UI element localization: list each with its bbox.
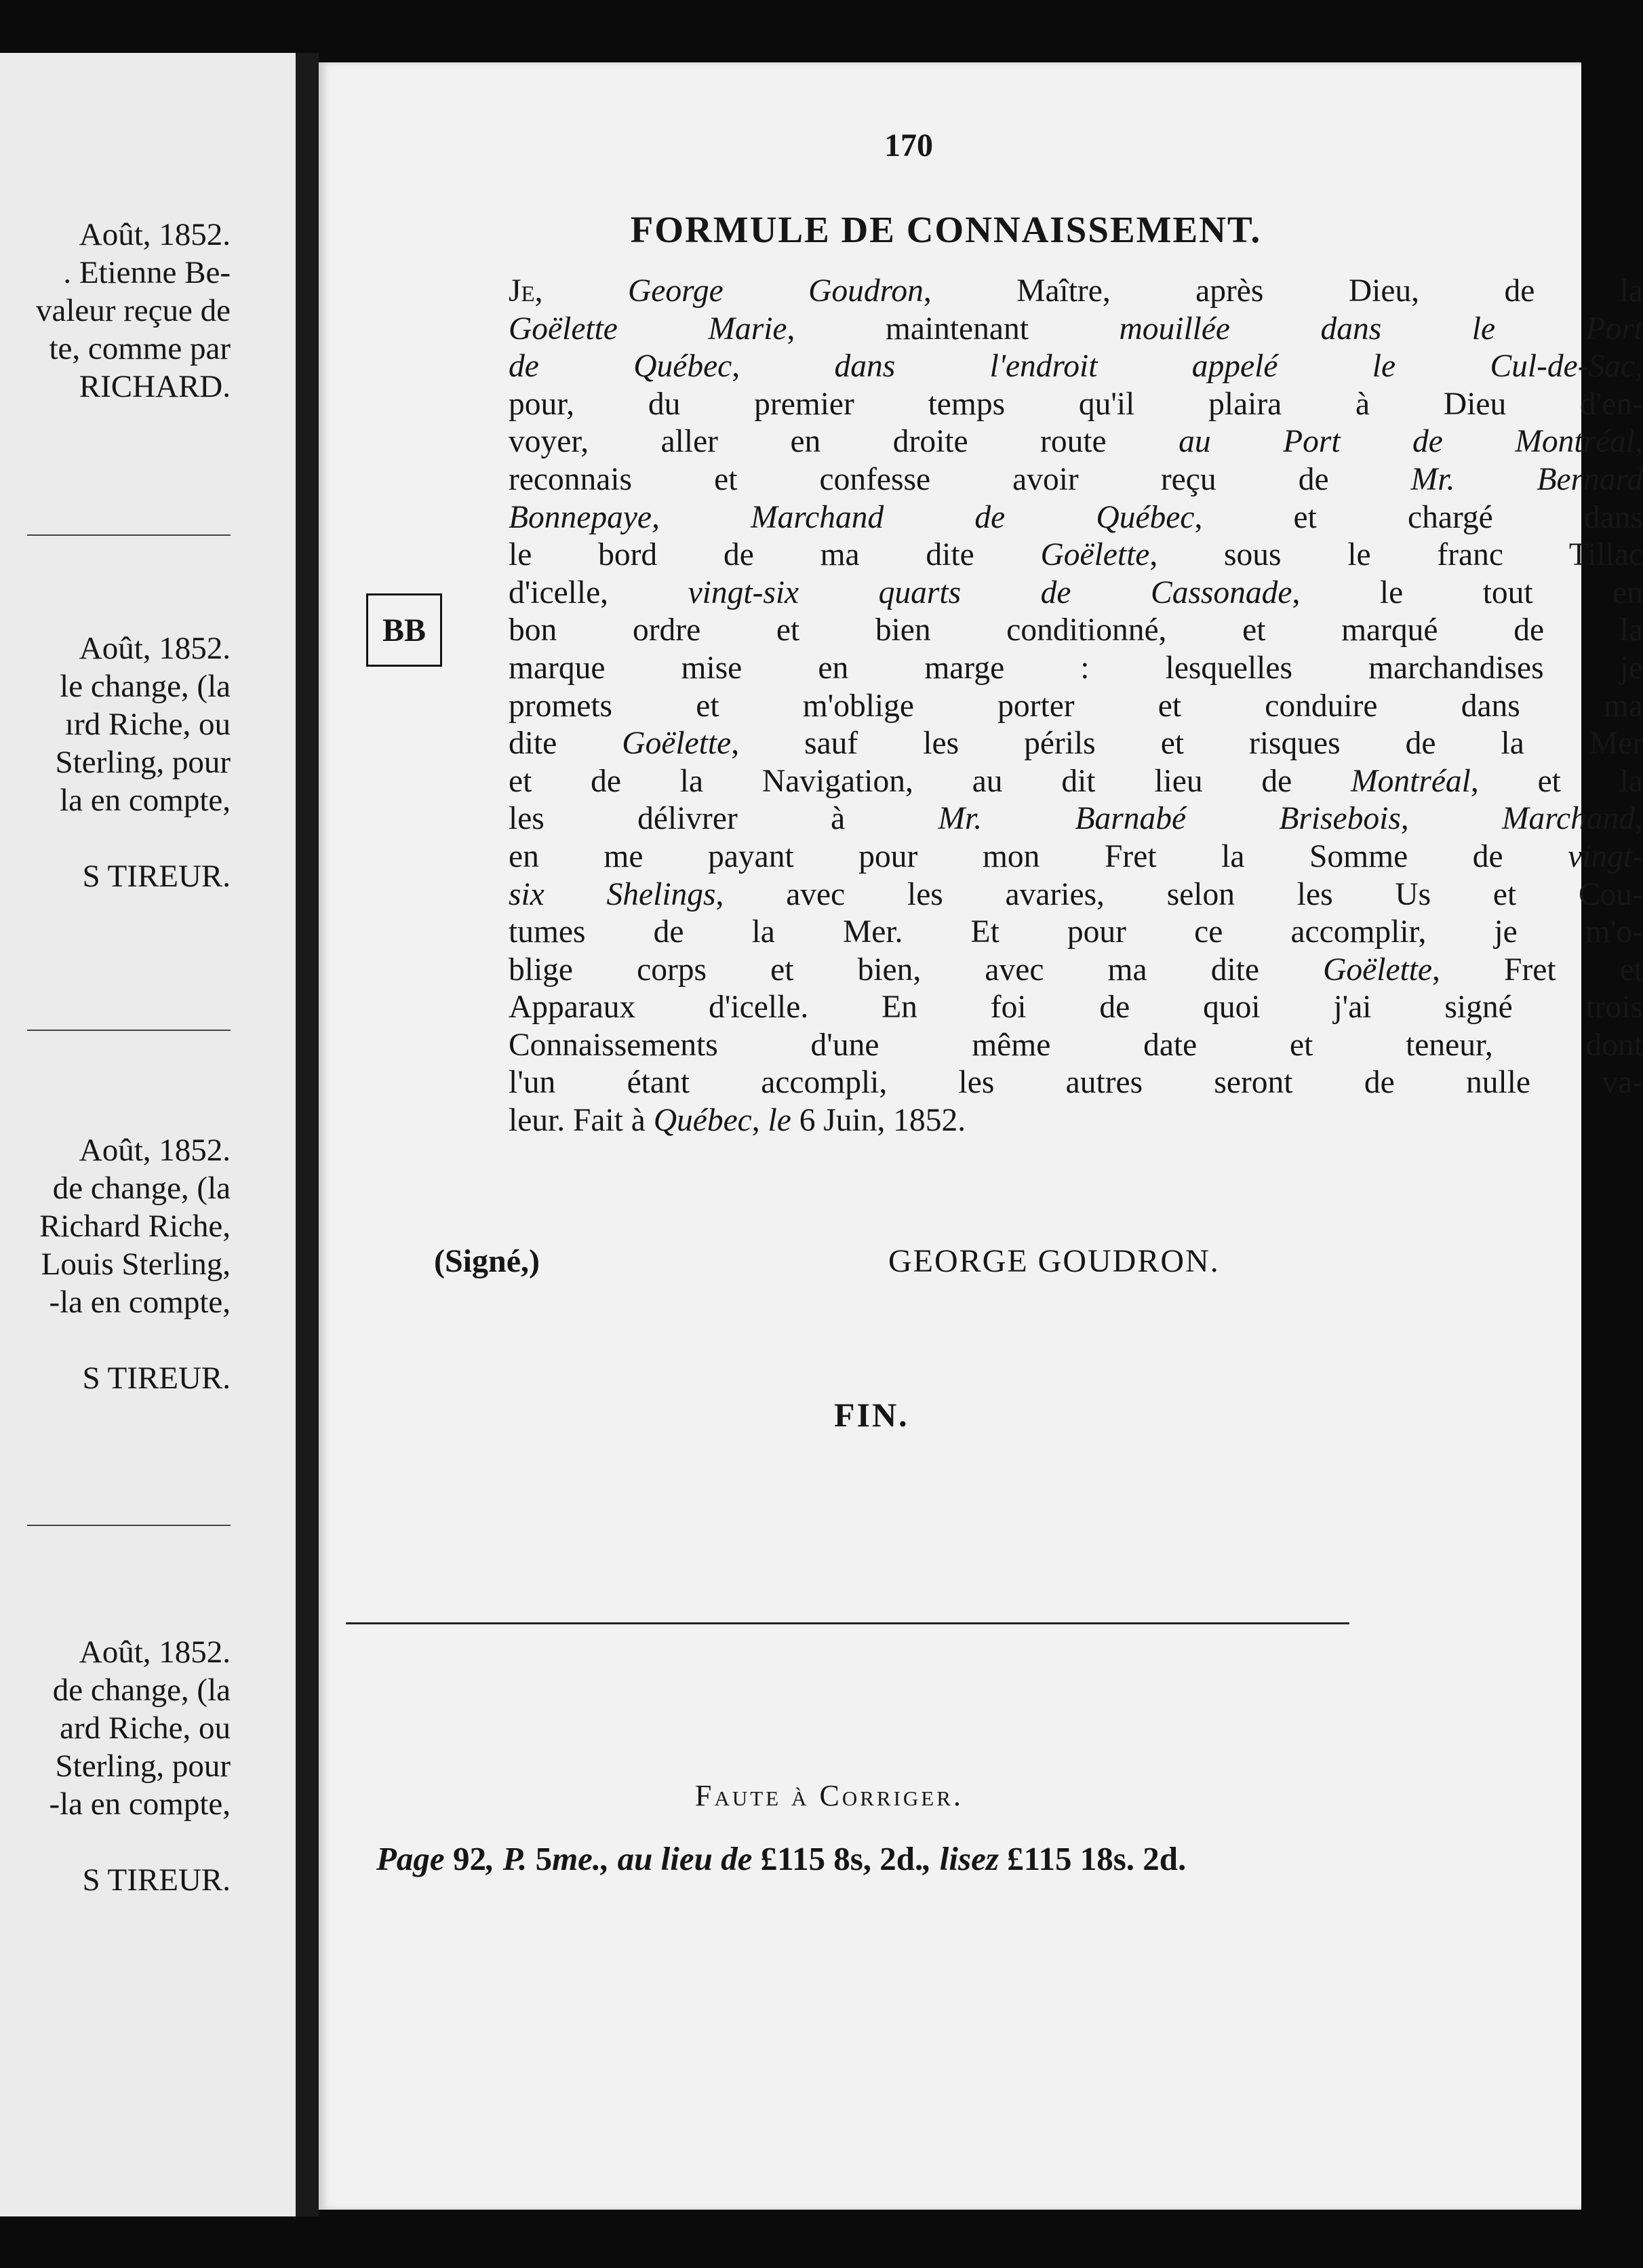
text-line: [509, 386, 1643, 424]
text-line: [509, 423, 1643, 461]
text-segment: ,: [1635, 801, 1643, 837]
text-segment: , et chargé dans: [1194, 499, 1643, 535]
text-segment: Page: [376, 1840, 453, 1877]
errata-heading: Faute à Corriger.: [695, 1779, 964, 1812]
text-segment: promets et m'oblige porter et conduire dans ma: [509, 688, 1643, 724]
text-segment: dans l'endroit appelé le Cul-de-Sac: [834, 349, 1636, 385]
text-segment: bon ordre et bien conditionné, et marqué de la: [509, 612, 1643, 648]
text-segment: , lisez: [923, 1840, 1008, 1877]
signed-label: (Signé,): [434, 1243, 540, 1279]
text-segment: Montréal: [1351, 763, 1471, 799]
text-segment: d'icelle,: [509, 574, 688, 610]
signatory-name: GEORGE GOUDRON.: [888, 1243, 1220, 1279]
text-segment: Bonnepaye, Marchand de Québec: [509, 499, 1195, 535]
text-segment: me., au lieu de: [552, 1840, 761, 1877]
text-segment: Mr. Bernard: [1410, 461, 1643, 497]
page-title: FORMULE DE CONNAISSEMENT.: [630, 209, 1262, 250]
text-segment: six Shelings: [509, 876, 716, 912]
text-line: [509, 989, 1643, 1027]
left-page-line: le change, (la: [60, 669, 231, 704]
left-page-fragment: [0, 216, 231, 406]
left-page-line: S TIREUR.: [82, 1862, 231, 1898]
text-line: [509, 763, 1643, 801]
left-page-line: Sterling, pour: [55, 1748, 231, 1784]
left-page-line: de change, (la: [52, 1171, 231, 1206]
text-segment: ,: [1635, 424, 1643, 460]
text-segment: ,: [751, 1103, 768, 1139]
left-page-fragment: [0, 1131, 231, 1397]
page-number: 170: [884, 128, 933, 163]
text-segment: , avec les avaries, selon les Us et Cou-: [715, 876, 1643, 912]
text-line: [509, 1102, 1643, 1140]
text-segment: Connaissements d'une même date et teneur, dont: [509, 1027, 1643, 1063]
text-segment: ,: [1635, 349, 1643, 385]
left-page-rule: [27, 1525, 231, 1526]
left-page-line: te, comme par: [49, 331, 231, 366]
left-page-line: Richard Riche,: [39, 1209, 231, 1244]
text-segment: Goëlette: [622, 726, 732, 762]
text-segment: en me payant pour mon Fret la Somme de: [509, 838, 1568, 874]
left-page-line: S TIREUR.: [82, 859, 231, 894]
text-segment: blige corps et bien, avec ma dite: [509, 952, 1324, 988]
text-segment: George Goudron: [627, 273, 924, 309]
left-page-line: S TIREUR.: [82, 1361, 231, 1396]
left-page-rule: [27, 534, 231, 536]
end-word: FIN.: [834, 1396, 909, 1434]
left-page-line: la en compte,: [60, 783, 231, 818]
margin-mark: BB: [366, 593, 442, 667]
text-line: [509, 574, 1643, 612]
text-segment: et de la Navigation, au dit lieu de: [509, 763, 1351, 799]
text-segment: Mr. Barnabé Brisebois, Marchand: [938, 801, 1636, 837]
text-segment: le: [768, 1103, 791, 1139]
left-page-line: Louis Sterling,: [41, 1247, 231, 1282]
text-segment: , sous le franc Tillac: [1149, 537, 1643, 573]
text-segment: Goëlette: [1040, 537, 1150, 573]
text-segment: ,: [732, 349, 835, 385]
text-segment: , P.: [486, 1840, 536, 1877]
left-facing-page: [0, 53, 296, 2216]
text-segment: 92: [452, 1840, 486, 1877]
left-page-line: Août, 1852.: [79, 1133, 231, 1168]
left-page-fragment: [0, 1633, 231, 1899]
text-segment: les délivrer à: [509, 801, 938, 837]
text-segment: au Port de Montréal: [1179, 424, 1636, 460]
text-segment: vingt-: [1568, 838, 1643, 874]
text-segment: 5: [535, 1840, 553, 1877]
text-line: [509, 876, 1643, 914]
text-segment: reconnais et confesse avoir reçu de: [509, 461, 1411, 497]
text-line: [509, 1064, 1643, 1102]
text-segment: ,: [534, 273, 628, 309]
text-segment: l'un étant accompli, les autres seront de nulle va-: [509, 1065, 1643, 1101]
left-page-line: [0, 819, 231, 857]
text-line: [509, 800, 1643, 838]
text-line: [509, 499, 1643, 537]
left-page-line: ırd Riche, ou: [64, 707, 231, 742]
text-line: [509, 838, 1643, 876]
text-line: [509, 311, 1643, 349]
text-segment: marque mise en marge : lesquelles marchandises je: [509, 650, 1643, 686]
left-page-line: ard Riche, ou: [60, 1710, 231, 1746]
left-page-line: -la en compte,: [49, 1285, 231, 1320]
left-page-line: Août, 1852.: [79, 217, 231, 252]
text-segment: Québec: [653, 1103, 752, 1139]
text-segment: £115 8s, 2d.: [760, 1840, 924, 1877]
main-page: [319, 62, 1643, 2210]
text-segment: voyer, aller en droite route: [509, 424, 1179, 460]
left-page-rule: [27, 1030, 231, 1031]
text-segment: 6 Juin, 1852.: [791, 1103, 966, 1139]
text-segment: mouillée dans le Port: [1119, 311, 1643, 347]
text-segment: , Fret et: [1432, 952, 1643, 988]
bill-of-lading-text: [509, 273, 1643, 1140]
left-page-line: Sterling, pour: [55, 745, 231, 780]
text-segment: pour, du premier temps qu'il plaira à Dieu d'en-: [509, 386, 1643, 422]
text-segment: , sauf les périls et risques de la Mer: [731, 726, 1643, 762]
text-line: [509, 461, 1643, 499]
text-line: [509, 273, 1643, 311]
binding-gutter: [296, 53, 319, 2216]
text-line: [509, 725, 1643, 763]
left-page-fragment: [0, 629, 231, 895]
text-segment: de Québec: [509, 349, 732, 385]
text-segment: , maintenant: [787, 311, 1120, 347]
text-line: [509, 688, 1643, 726]
left-page-line: RICHARD.: [79, 369, 231, 404]
text-segment: Goëlette Marie: [509, 311, 787, 347]
text-segment: , le tout en: [1292, 574, 1643, 610]
text-segment: tumes de la Mer. Et pour ce accomplir, je m'o-: [509, 914, 1643, 950]
text-segment: leur. Fait à: [509, 1103, 654, 1139]
text-line: [509, 536, 1643, 574]
text-line: [509, 650, 1643, 688]
text-segment: £115 18s. 2d.: [1007, 1840, 1187, 1877]
left-page-line: valeur reçue de: [35, 293, 231, 328]
text-segment: dite: [509, 726, 622, 762]
text-segment: Goëlette: [1323, 952, 1433, 988]
left-page-line: . Etienne Be-: [63, 255, 231, 290]
text-segment: vingt-six quarts de Cassonade: [688, 574, 1292, 610]
left-page-line: [0, 1321, 231, 1359]
text-segment: le bord de ma dite: [509, 537, 1041, 573]
text-line: [509, 612, 1643, 650]
text-segment: Je: [509, 273, 535, 309]
text-line: [509, 348, 1643, 386]
left-page-line: [0, 1823, 231, 1861]
text-line: [509, 1027, 1643, 1065]
text-segment: , Maître, après Dieu, de la: [923, 273, 1643, 309]
left-page-line: de change, (la: [52, 1673, 231, 1708]
left-page-line: Août, 1852.: [79, 631, 231, 666]
left-page-line: -la en compte,: [49, 1786, 231, 1822]
footer-rule: [346, 1622, 1349, 1624]
text-line: [509, 914, 1643, 952]
errata-line: [376, 1839, 1186, 1878]
left-page-line: Août, 1852.: [79, 1635, 231, 1670]
text-line: [509, 952, 1643, 990]
text-segment: Apparaux d'icelle. En foi de quoi j'ai signé trois: [509, 990, 1643, 1025]
text-segment: , et la: [1470, 763, 1643, 799]
